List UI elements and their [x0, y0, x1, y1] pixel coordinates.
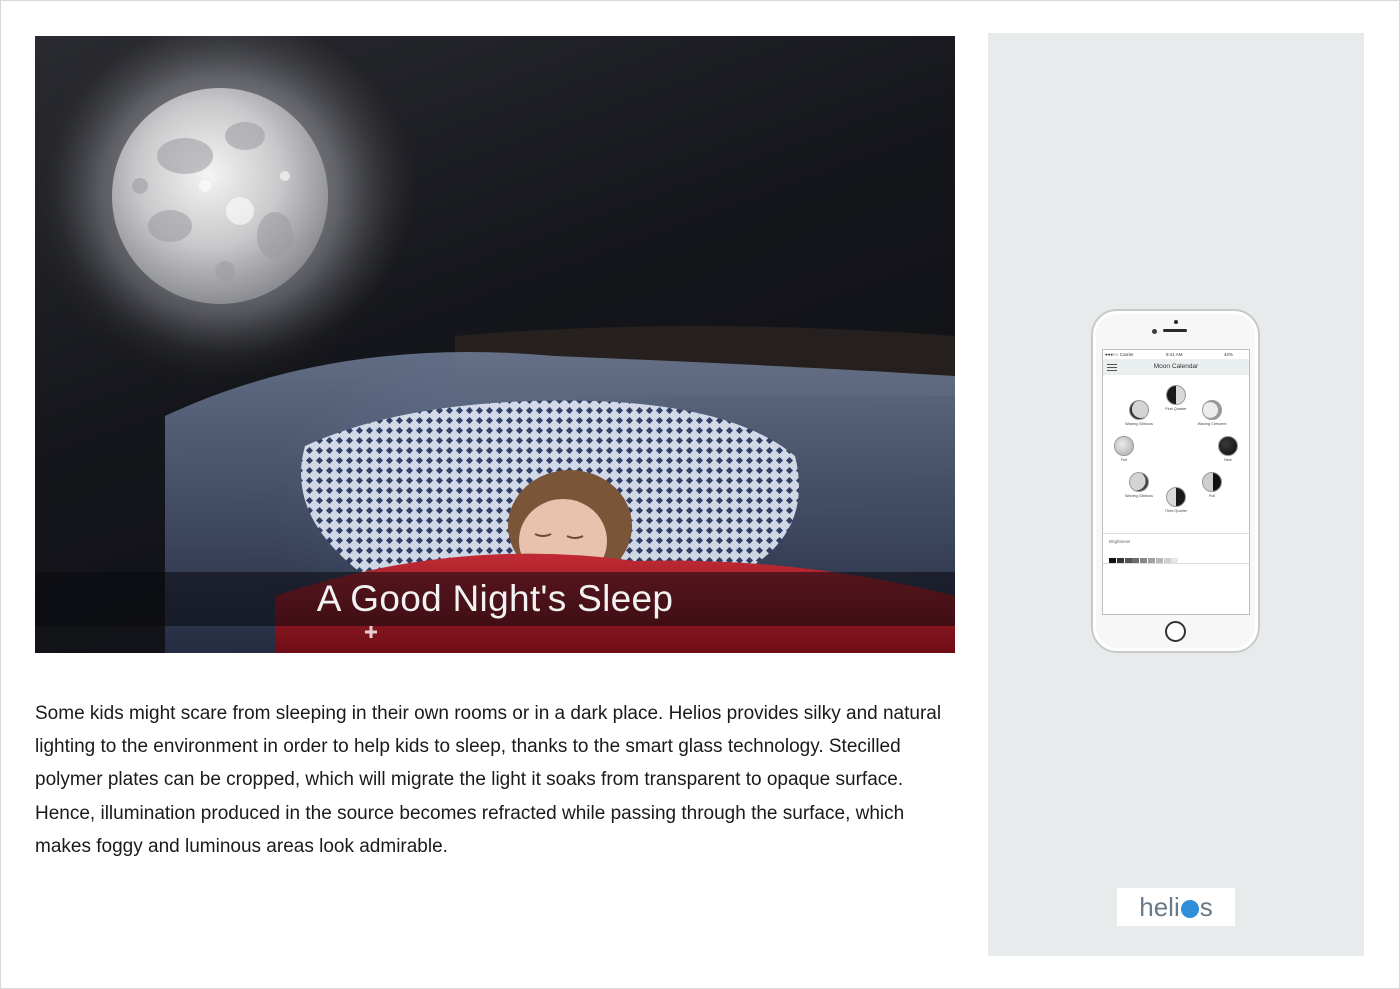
logo-text-end: s	[1199, 892, 1213, 922]
logo-text-start: heli	[1139, 892, 1180, 922]
phase-new[interactable]	[1213, 436, 1243, 462]
phase-label: New	[1224, 458, 1232, 462]
description-paragraph: Some kids might scare from sleeping in their own rooms or in a dark place. Helios provides silky and natural lighting to the environment in order to help kids to sleep, thanks to the smart glass technology. Stecilled polymer plates can be cropped, which will migrate the light it soaks from transparent to opaque surface. Hence, illumination produced in the source becomes refracted while passing through the surface, which makes foggy and luminous areas look admirable.	[35, 703, 942, 857]
logo-o-dot-icon	[1181, 900, 1199, 918]
phase-label: Waxing Crescent	[1197, 422, 1227, 426]
third-quarter-moon-icon	[1166, 487, 1186, 507]
phase-third-quarter[interactable]	[1161, 487, 1191, 513]
first-quarter-moon-icon	[1166, 385, 1186, 405]
new-moon-icon	[1218, 436, 1238, 456]
camera-icon	[1152, 329, 1157, 334]
status-bar	[1103, 350, 1249, 359]
home-button[interactable]	[1165, 621, 1186, 642]
waxing-crescent-moon-icon	[1202, 400, 1222, 420]
app-title: Moon Calendar	[1153, 363, 1199, 370]
hero-image	[35, 36, 955, 653]
phone-speaker	[1163, 329, 1187, 332]
phase-label: Third Quarter	[1164, 509, 1188, 513]
phase-full-left[interactable]	[1109, 436, 1139, 462]
phase-waxing-gibbous[interactable]	[1124, 400, 1154, 426]
phase-label: First Quarter	[1165, 407, 1187, 411]
helios-logo	[1117, 888, 1235, 926]
app-screen	[1102, 349, 1250, 615]
brightness-scale[interactable]	[1109, 549, 1179, 555]
full-moon-icon	[1114, 436, 1134, 456]
phase-label: Full	[1208, 494, 1216, 498]
divider	[1103, 563, 1249, 564]
phase-label: Full	[1120, 458, 1128, 462]
app-header	[1103, 359, 1249, 375]
phone-mockup	[1091, 309, 1260, 653]
hero-caption: A Good Night's Sleep	[316, 578, 674, 619]
status-carrier: ●●●○○ Carrier	[1105, 352, 1134, 357]
moon-calendar	[1103, 375, 1249, 515]
status-time: 9:41 AM	[1166, 352, 1183, 357]
full-moon-icon	[1202, 472, 1222, 492]
phase-label: Waning Gibbous	[1125, 494, 1153, 498]
waxing-gibbous-moon-icon	[1129, 400, 1149, 420]
brightness-label: Brightness	[1109, 539, 1131, 544]
phone-sensor	[1174, 320, 1178, 324]
status-battery: 42%	[1224, 352, 1234, 357]
divider	[1103, 533, 1249, 534]
phase-waxing-crescent[interactable]	[1197, 400, 1227, 426]
hero-illustration	[35, 36, 955, 653]
phase-first-quarter[interactable]	[1161, 385, 1191, 411]
phase-waning-gibbous[interactable]	[1124, 472, 1154, 498]
phase-full-right[interactable]	[1197, 472, 1227, 498]
waning-gibbous-moon-icon	[1129, 472, 1149, 492]
phase-label: Waxing Gibbous	[1125, 422, 1153, 426]
